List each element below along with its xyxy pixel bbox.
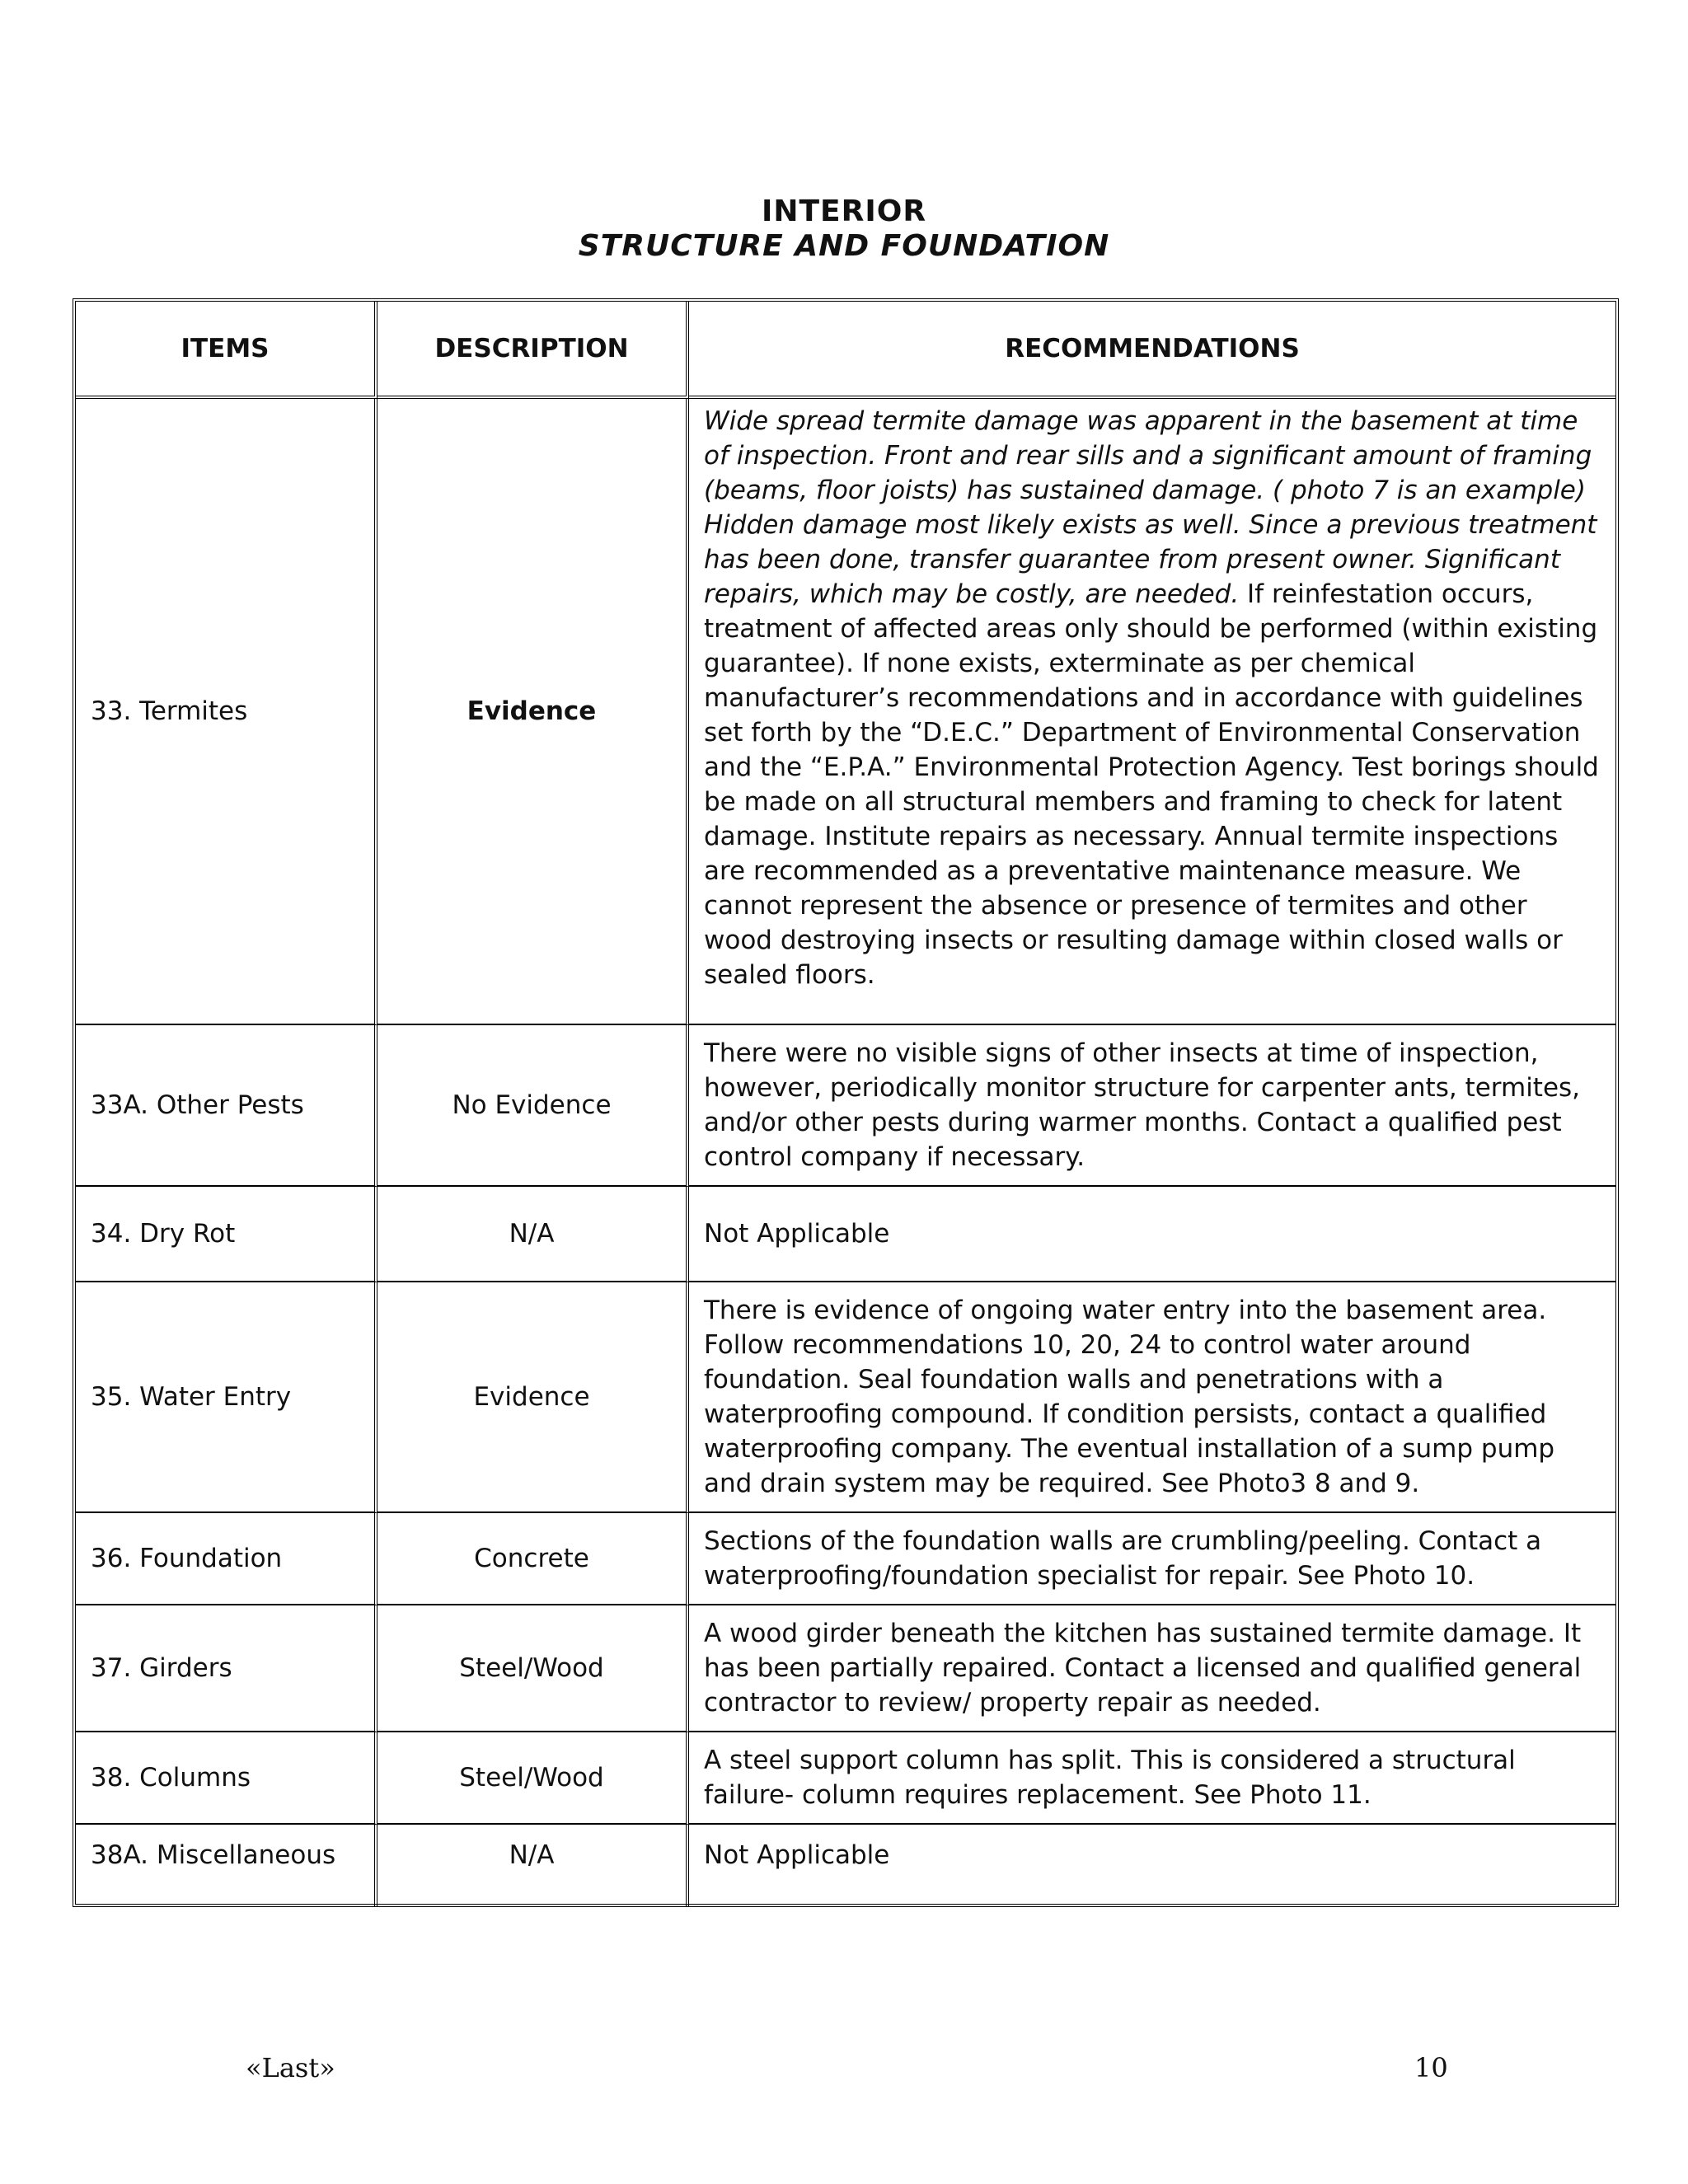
inspection-table xyxy=(73,298,1619,1907)
recommendation-cell: Not Applicable xyxy=(689,1187,1615,1282)
item-cell: 38A. Miscellaneous xyxy=(76,1825,377,1907)
table-row xyxy=(76,1825,1615,1907)
item-cell: 35. Water Entry xyxy=(76,1282,377,1513)
page-number: 10 xyxy=(1414,2052,1448,2083)
recommendation-cell: There is evidence of ongoing water entry into the basement area. Follow recommendations 10, 20, 24 to control water around foundation. Seal foundation walls and penetrations with a waterproofing compound. If condition persists, contact a qualified waterproofing company. The eventual installation of a sump pump and drain system may be required. See Photo3 8 and 9. xyxy=(689,1282,1615,1513)
column-header-description: DESCRIPTION xyxy=(377,302,689,399)
table-row xyxy=(76,1513,1615,1605)
table-row xyxy=(76,1187,1615,1282)
description-cell: No Evidence xyxy=(377,1025,689,1187)
description-cell: N/A xyxy=(377,1187,689,1282)
recommendation-cell: There were no visible signs of other insects at time of inspection, however, periodically monitor structure for carpenter ants, termites, and/or other pests during warmer months. Contact a qualified pest control company if necessary. xyxy=(689,1025,1615,1187)
item-cell: 36. Foundation xyxy=(76,1513,377,1605)
item-cell: 34. Dry Rot xyxy=(76,1187,377,1282)
description-cell: Steel/Wood xyxy=(377,1605,689,1732)
table-row xyxy=(76,1025,1615,1187)
recommendation-text: If reinfestation occurs, treatment of affected areas only should be performed (within existing guarantee). If none exists, exterminate as per chemical manufacturer’s recommendations and in accordance with guidelines set forth by the “D.E.C.” Department of Environmental Conservation and the “E.P.A.” Environmental Protection Agency. Test borings should be made on all structural members and framing to check for latent damage. Institute repairs as necessary. Annual termite inspections are recommended as a preventative maintenance measure. We cannot represent the absence or presence of termites and other wood destroying insects or resulting damage within closed walls or sealed floors. xyxy=(704,579,1599,990)
table-row xyxy=(76,1732,1615,1825)
item-cell: 33. Termites xyxy=(76,399,377,1025)
description-cell: Evidence xyxy=(377,1282,689,1513)
recommendation-italic-text: Wide spread termite damage was apparent in the basement at time of inspection. Front and rear sills and a significant amount of framing (beams, floor joists) has sustained damage. ( photo 7 is an example) Hidden damage most likely exists as well. Since a previous treatment has been done, transfer guarantee from present owner. Significant repairs, which may be costly, are needed. xyxy=(704,406,1597,609)
column-header-recommendations: RECOMMENDATIONS xyxy=(689,302,1615,399)
description-cell: Concrete xyxy=(377,1513,689,1605)
item-cell: 38. Columns xyxy=(76,1732,377,1825)
recommendation-cell: A wood girder beneath the kitchen has sustained termite damage. It has been partially repaired. Contact a licensed and qualified general contractor to review/ property repair as needed. xyxy=(689,1605,1615,1732)
description-cell: Steel/Wood xyxy=(377,1732,689,1825)
description-cell: Evidence xyxy=(377,399,689,1025)
item-cell: 33A. Other Pests xyxy=(76,1025,377,1187)
recommendation-cell: Sections of the foundation walls are crumbling/peeling. Contact a waterproofing/foundation specialist for repair. See Photo 10. xyxy=(689,1513,1615,1605)
header-row xyxy=(76,302,1615,399)
footer-left-field: «Last» xyxy=(246,2052,335,2083)
page-subtitle: STRUCTURE AND FOUNDATION xyxy=(578,229,1110,263)
column-header-items: ITEMS xyxy=(76,302,377,399)
page-title: INTERIOR xyxy=(761,194,927,228)
table-row xyxy=(76,1605,1615,1732)
description-cell: N/A xyxy=(377,1825,689,1907)
recommendation-cell xyxy=(689,399,1615,1025)
recommendation-cell: A steel support column has split. This is considered a structural failure- column requires replacement. See Photo 11. xyxy=(689,1732,1615,1825)
table-row xyxy=(76,399,1615,1025)
report-table xyxy=(76,302,1615,1907)
recommendation-cell: Not Applicable xyxy=(704,1840,890,1870)
item-cell: 37. Girders xyxy=(76,1605,377,1732)
table-row xyxy=(76,1282,1615,1513)
